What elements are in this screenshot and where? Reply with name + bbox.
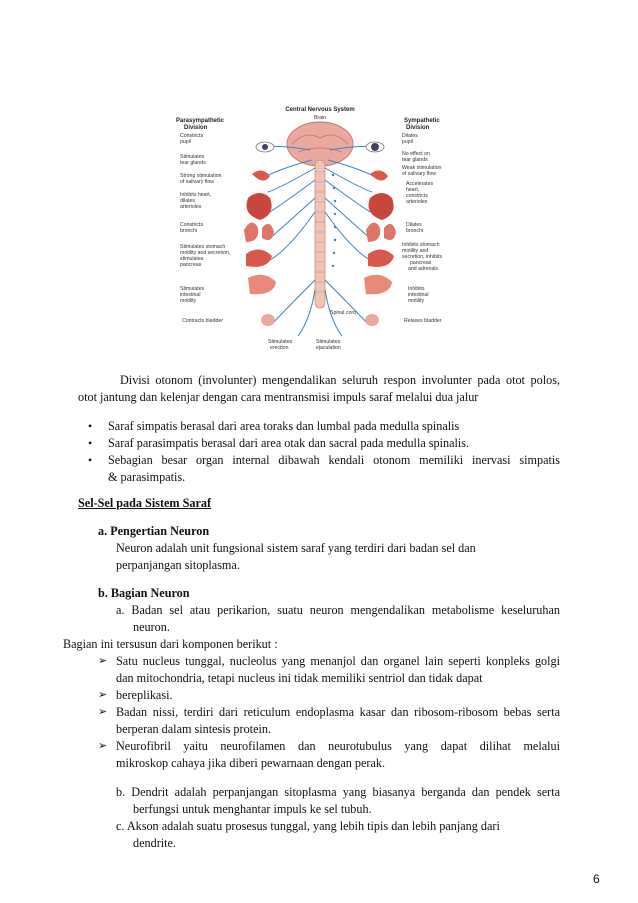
bullet-icon: •: [88, 453, 93, 467]
right-label: Dilates: [406, 222, 422, 228]
left-salivary-gland-icon: [252, 170, 270, 180]
right-label: Dilates: [402, 133, 418, 139]
part-a-text-2: perpanjangan sitoplasma.: [116, 558, 240, 572]
left-label: Stimulates: [180, 154, 205, 160]
left-heart-icon: [247, 193, 272, 220]
autonomic-nervous-system-figure: [170, 100, 470, 362]
right-intestine-icon: [364, 275, 392, 294]
intro-line-2: otot jantung dan kelenjar dengan cara mentransmisi impuls saraf melalui dua jalur: [78, 390, 479, 404]
bullet-item: Sebagian besar organ internal dibawah kendali otonom memiliki inervasi simpatis: [108, 453, 560, 467]
page-number: 6: [593, 872, 600, 886]
left-intestine-icon: [248, 275, 276, 294]
section-heading: Sel-Sel pada Sistem Saraf: [78, 496, 212, 510]
left-label: Stimulates: [180, 286, 205, 292]
left-label: pupil: [180, 139, 191, 145]
right-label: Weak stimulation: [402, 165, 442, 171]
part-b-item-c-2: dendrite.: [133, 836, 176, 850]
right-label: secretion, inhibits: [402, 254, 443, 260]
part-b-item-b-1: b. Dendrit adalah perpanjangan sitoplasma yang biasanya berganda dan pendek serta: [116, 785, 560, 799]
right-label: Inhibits: [408, 286, 425, 292]
left-bladder-icon: [261, 314, 275, 326]
bullet-icon: •: [88, 436, 93, 450]
left-lungs-icon: [244, 222, 274, 242]
figure-diagram: [170, 100, 470, 362]
components-intro: Bagian ini tersusun dari komponen berikut :: [63, 637, 278, 651]
component-item: berperan dalam sintesis protein.: [116, 722, 272, 736]
component-item: mikroskop cahaya jika diberi pewarnaan dengan perak.: [116, 756, 386, 770]
bottom-label: erection: [270, 345, 289, 351]
right-label: constricts: [406, 193, 428, 199]
right-organs: [364, 142, 396, 326]
bottom-label: ejaculation: [316, 345, 341, 351]
right-label: intestinal: [408, 292, 429, 298]
parasympathetic-labels: [180, 133, 230, 324]
right-label: tear glands: [402, 157, 428, 163]
brain-label: Brain: [313, 115, 327, 121]
right-label: of salivary flow: [402, 171, 437, 177]
right-label: motility: [408, 298, 425, 304]
left-label: Constricts: [180, 133, 204, 139]
arrow-bullet-icon: ➢: [98, 740, 108, 752]
right-lungs-icon: [366, 222, 396, 242]
bullet-icon: •: [88, 419, 93, 433]
left-label: Constricts: [180, 222, 204, 228]
right-stomach-icon: [368, 249, 394, 266]
sympathetic-header-2: Division: [406, 125, 430, 131]
sympathetic-header-1: Sympathetic: [404, 118, 440, 124]
left-label: pancreas: [180, 262, 202, 268]
left-label: Strong stimulation: [180, 173, 222, 179]
part-b-item-a-1: a. Badan sel atau perikarion, suatu neuron mengendalikan metabolisme keseluruhan: [116, 603, 560, 617]
parasympathetic-header-2: Division: [184, 125, 208, 131]
right-label: No effect on: [402, 151, 430, 157]
spinal-cord-label: Spinal cord: [330, 310, 356, 316]
right-bladder-icon: [365, 314, 379, 326]
left-label: bronchi: [180, 228, 198, 234]
right-label: heart,: [406, 187, 420, 193]
right-label: Inhibits stomach: [402, 242, 440, 248]
left-label: motility: [180, 298, 197, 304]
component-item: bereplikasi.: [116, 688, 173, 702]
component-item: Badan nissi, terdiri dari reticulum endoplasma kasar dan ribosom-ribosom bebas serta: [116, 705, 560, 719]
right-salivary-gland-icon: [370, 170, 388, 180]
right-heart-icon: [369, 193, 394, 220]
left-label: Inhibits heart,: [180, 192, 212, 198]
bullet-item: Saraf simpatis berasal dari area toraks dan lumbal pada medulla spinalis: [108, 419, 460, 433]
intro-line-1: Divisi otonom (involunter) mengendalikan seluruh respon involunter pada otot polos,: [120, 373, 560, 387]
parasympathetic-header-1: Parasympathetic: [176, 118, 225, 124]
left-label: motility and secretion,: [180, 250, 231, 256]
component-item: Satu nucleus tunggal, nucleolus yang menanjol dan organel lain seperti konpleks golgi: [116, 654, 560, 668]
right-label: Relaxes bladder: [404, 318, 442, 324]
right-label: and adrenals: [408, 266, 438, 272]
arrow-bullet-icon: ➢: [98, 655, 108, 667]
left-stomach-icon: [246, 249, 272, 266]
sympathetic-labels: [402, 133, 442, 324]
right-label: Accelerates: [406, 181, 434, 187]
part-b-heading: b. Bagian Neuron: [98, 586, 190, 600]
right-label: pancreas: [410, 260, 432, 266]
right-label: motility and: [402, 248, 429, 254]
bottom-label: Stimulates: [316, 339, 341, 345]
right-label: pupil: [402, 139, 413, 145]
left-label: arterioles: [180, 204, 202, 210]
part-b-item-a-2: neuron.: [133, 620, 170, 634]
left-label: dilates: [180, 198, 195, 204]
brain-shape: [287, 122, 353, 166]
left-label: of salivary flow: [180, 179, 215, 185]
arrow-bullet-icon: ➢: [98, 689, 108, 701]
left-label: Contracts bladder: [182, 318, 223, 324]
bullet-item: Saraf parasimpatis berasal dari area otak dan sacral pada medulla spinalis.: [108, 436, 470, 450]
component-item: Neurofibril yaitu neurofilamen dan neurotubulus yang dapat dilihat melalui: [116, 739, 560, 753]
component-item: dan mitochondria, tetapi nucleus ini tidak memiliki sentriol dan tidak dapat: [116, 671, 483, 685]
right-label: arterioles: [406, 199, 428, 205]
left-label: tear glands: [180, 160, 206, 166]
part-a-heading: a. Pengertian Neuron: [98, 524, 210, 538]
bullet-item-continuation: & parasimpatis.: [108, 470, 186, 484]
left-label: intestinal: [180, 292, 201, 298]
bottom-label: Stimulates: [268, 339, 293, 345]
right-label: bronchi: [406, 228, 424, 234]
left-organs: [244, 142, 276, 326]
left-label: stimulates: [180, 256, 204, 262]
part-a-text-1: Neuron adalah unit fungsional sistem saraf yang terdiri dari badan sel dan: [116, 541, 476, 555]
part-b-item-c-1: c. Akson adalah suatu prosesus tunggal, yang lebih tipis dan lebih panjang dari: [116, 819, 500, 833]
part-b-item-b-2: berfungsi untuk menghantar impuls ke sel tubuh.: [133, 802, 372, 816]
left-label: Stimulates stomach: [180, 244, 226, 250]
figure-title: Central Nervous System: [285, 107, 355, 113]
arrow-bullet-icon: ➢: [98, 706, 108, 718]
